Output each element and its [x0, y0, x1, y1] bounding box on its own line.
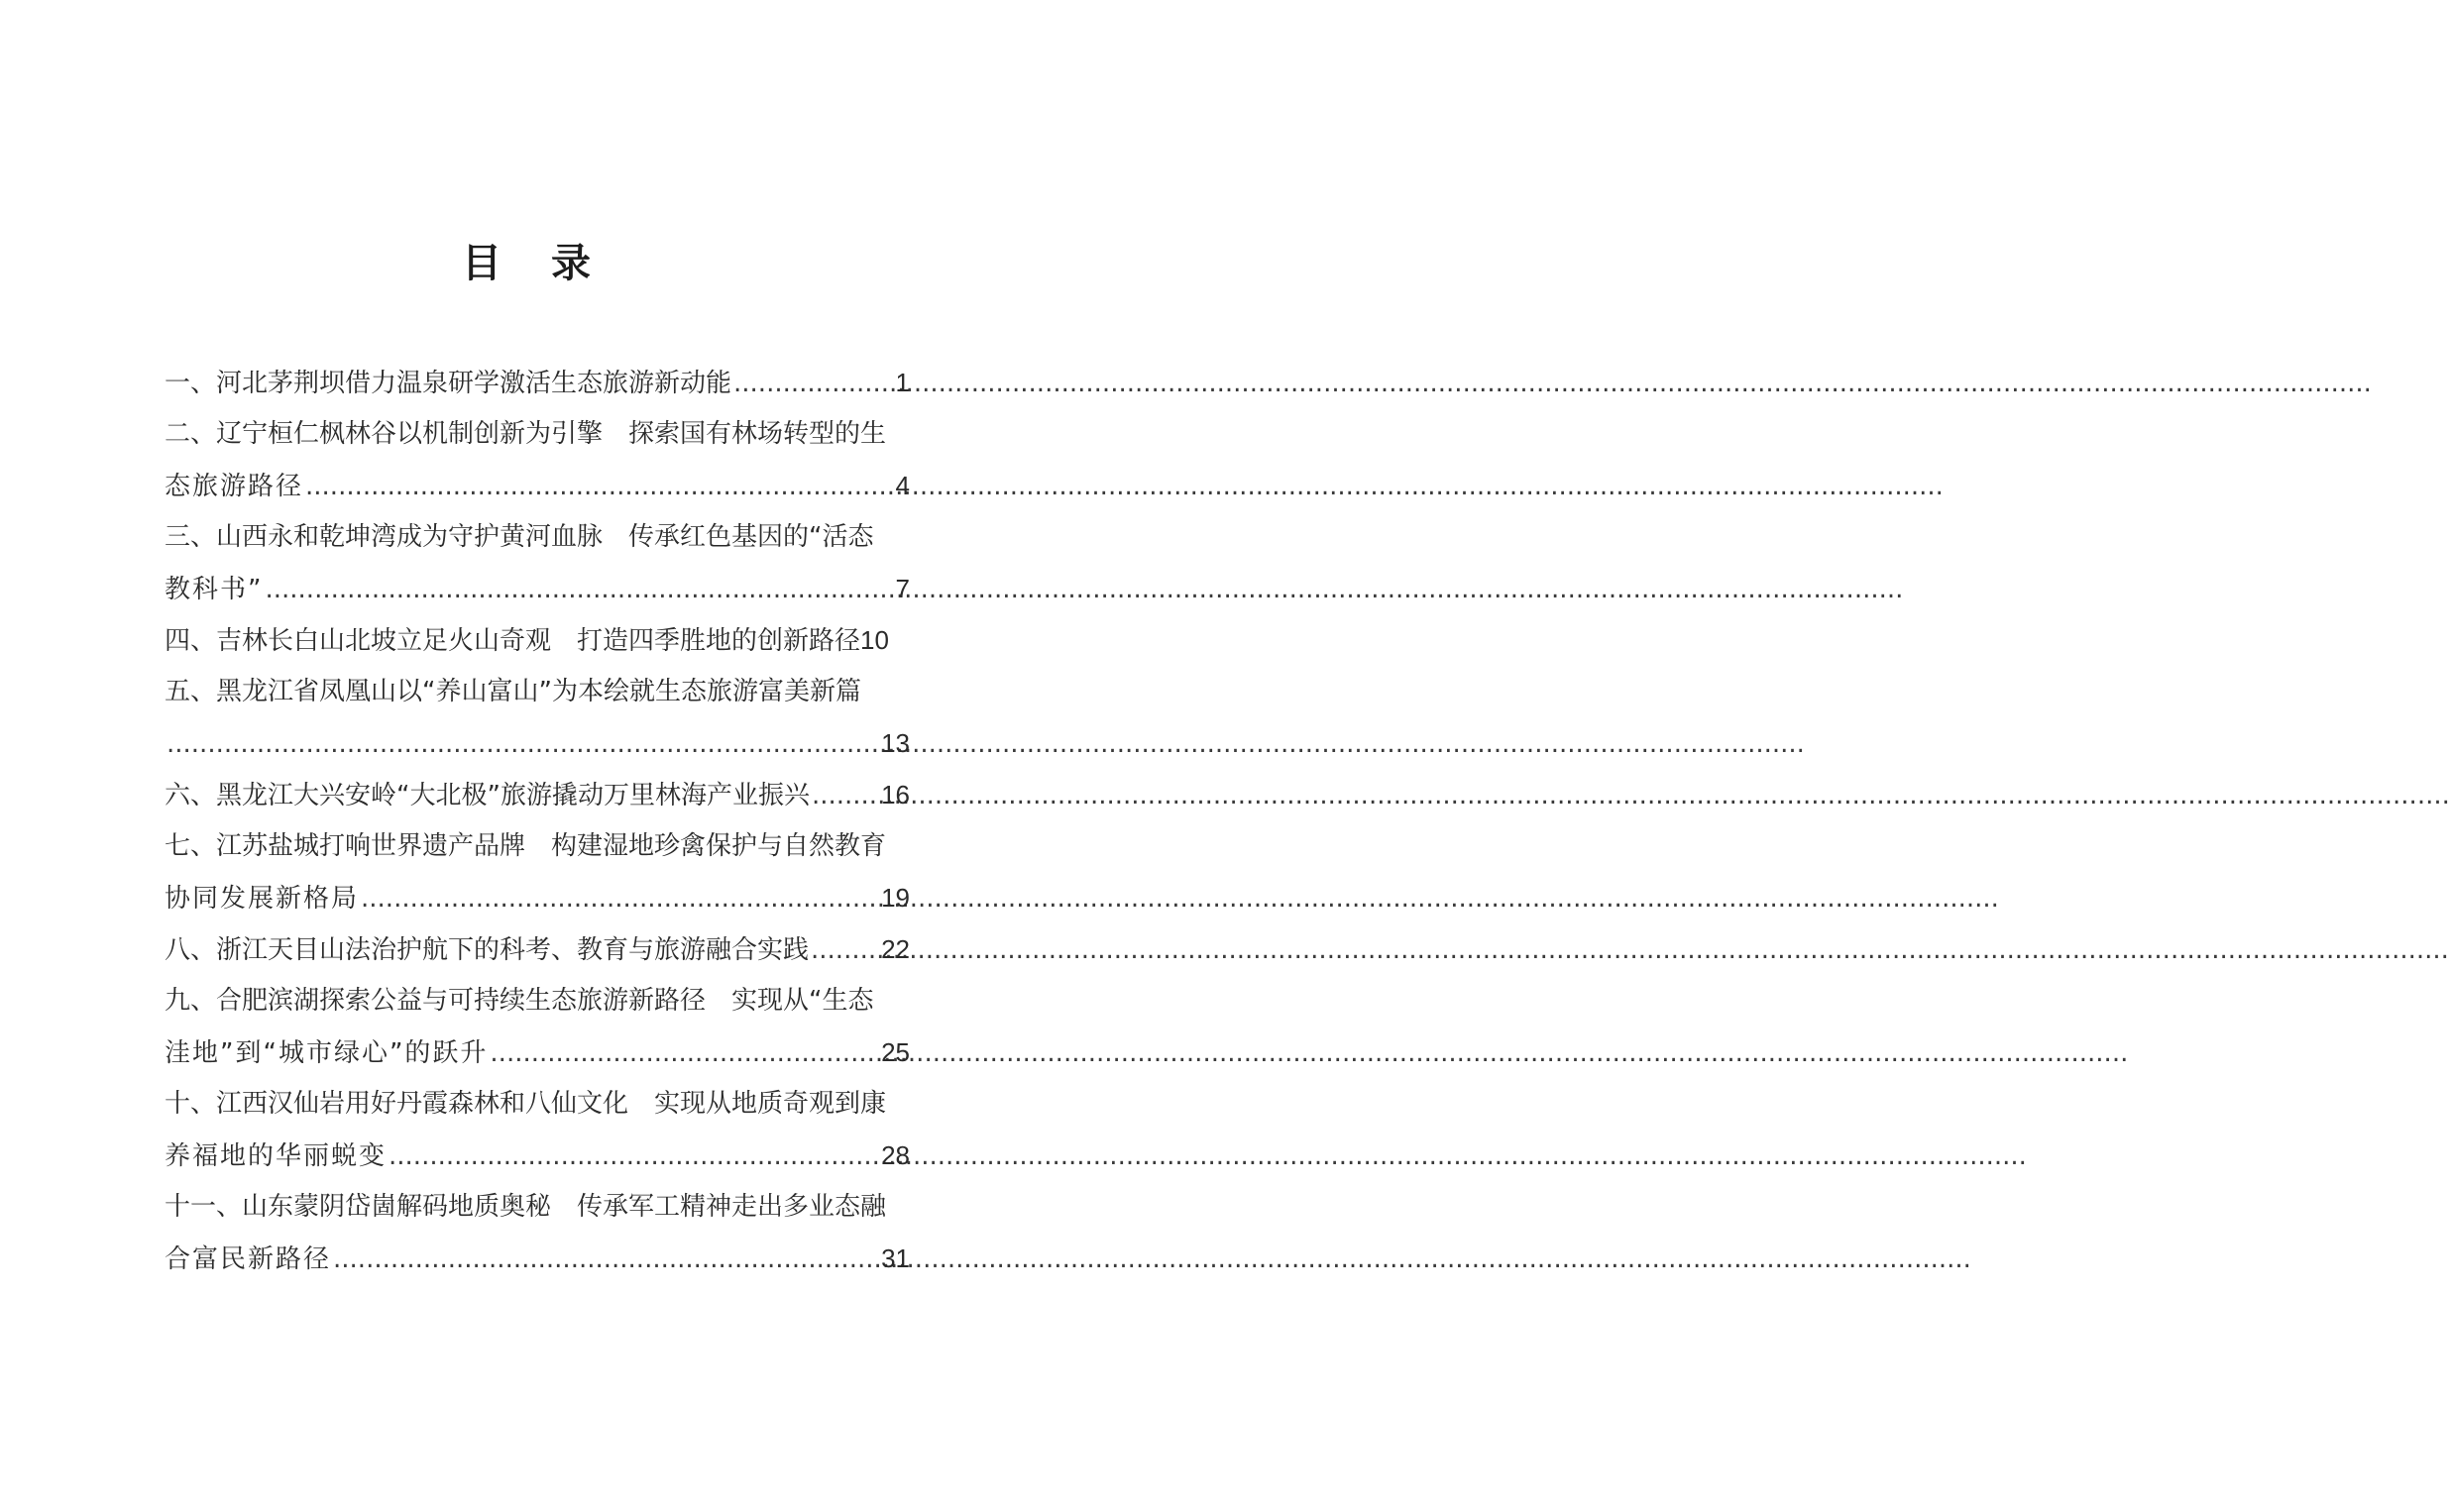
toc-entry-title: 二、辽宁桓仁枫林谷以机制创新为引擎 探索国有林场转型的生 [165, 419, 887, 449]
toc-page-number: 25 [881, 1037, 910, 1067]
dot-leader [265, 564, 893, 615]
toc-line [165, 975, 910, 1026]
toc-line [165, 769, 910, 820]
toc-entry-title: 十、江西汉仙岩用好丹霞森林和八仙文化 实现从地质奇观到康 [165, 1089, 887, 1119]
dot-leader [811, 924, 879, 976]
document-page [0, 0, 1070, 1512]
toc-line [165, 1233, 910, 1284]
toc-line [165, 1026, 910, 1078]
toc-line [165, 460, 910, 511]
toc-entry-title-continued: 态旅游路径 [165, 472, 304, 501]
toc-page-number: 16 [881, 780, 910, 810]
toc-line [165, 1181, 910, 1233]
dot-leader [389, 1131, 879, 1182]
dot-leader [490, 1027, 879, 1079]
toc-line [165, 614, 910, 666]
toc-page-number: 4 [895, 471, 910, 500]
dot-leader [733, 358, 894, 409]
toc-entry-title: 六、黑龙江大兴安岭“大北极”旅游撬动万里林海产业振兴 [165, 781, 810, 810]
toc-entry[interactable] [165, 666, 910, 769]
toc-line [165, 872, 910, 923]
toc-entry-title: 十一、山东蒙阴岱崮解码地质奥秘 传承军工精神走出多业态融 [165, 1192, 887, 1222]
toc-entry-title: 四、吉林长白山北坡立足火山奇观 打造四季胜地的创新路径 [165, 626, 861, 656]
toc-entry-title-continued: 养福地的华丽蜕变 [165, 1141, 388, 1171]
dot-leader [361, 873, 879, 924]
toc-line [165, 717, 910, 769]
page-title: 目 录 [462, 240, 609, 286]
toc-entry-title-continued: 洼地”到“城市绿心”的跃升 [165, 1038, 489, 1068]
toc-entry[interactable] [165, 614, 910, 666]
toc-page-number: 19 [881, 883, 910, 913]
toc-line [165, 357, 910, 408]
toc-entry[interactable] [165, 1078, 910, 1181]
toc-entry[interactable] [165, 820, 910, 923]
toc-entry-title: 七、江苏盐城打响世界遗产品牌 构建湿地珍禽保护与自然教育 [165, 831, 887, 861]
toc-line [165, 1130, 910, 1181]
toc-entry-title-continued: 教科书” [165, 575, 264, 604]
toc-entry[interactable] [165, 1181, 910, 1284]
toc-line [165, 563, 910, 614]
toc-page-number: 31 [881, 1243, 910, 1273]
toc-page-number: 1 [895, 368, 910, 397]
toc-entry-title: 五、黑龙江省凤凰山以“养山富山”为本绘就生态旅游富美新篇 [165, 677, 861, 706]
dot-leader [167, 718, 879, 770]
toc-line [165, 511, 910, 563]
toc-entry[interactable] [165, 975, 910, 1078]
toc-page-number: 10 [860, 625, 889, 655]
toc-line [165, 408, 910, 460]
toc-page-number: 28 [881, 1140, 910, 1170]
dot-leader [812, 770, 879, 821]
table-of-contents [165, 357, 910, 1284]
dot-leader [305, 461, 894, 512]
toc-entry[interactable] [165, 511, 910, 614]
toc-entry-title: 八、浙江天目山法治护航下的科考、教育与旅游融合实践 [165, 935, 810, 965]
toc-line [165, 923, 910, 975]
toc-page-number: 22 [881, 934, 910, 964]
toc-line [165, 1078, 910, 1130]
toc-line [165, 666, 910, 717]
toc-entry-title: 九、合肥滨湖探索公益与可持续生态旅游新路径 实现从“生态 [165, 986, 874, 1016]
toc-page-number: 13 [881, 728, 910, 758]
dot-leader [333, 1234, 879, 1285]
toc-page-number: 7 [895, 574, 910, 603]
toc-line [165, 820, 910, 872]
toc-entry-title: 一、河北茅荆坝借力温泉研学激活生态旅游新动能 [165, 369, 732, 398]
toc-entry-title-continued: 协同发展新格局 [165, 884, 360, 914]
toc-entry[interactable] [165, 769, 910, 820]
toc-entry[interactable] [165, 357, 910, 408]
toc-entry-title-continued: 合富民新路径 [165, 1244, 332, 1274]
toc-entry[interactable] [165, 923, 910, 975]
toc-entry[interactable] [165, 408, 910, 511]
toc-entry-title: 三、山西永和乾坤湾成为守护黄河血脉 传承红色基因的“活态 [165, 522, 874, 552]
